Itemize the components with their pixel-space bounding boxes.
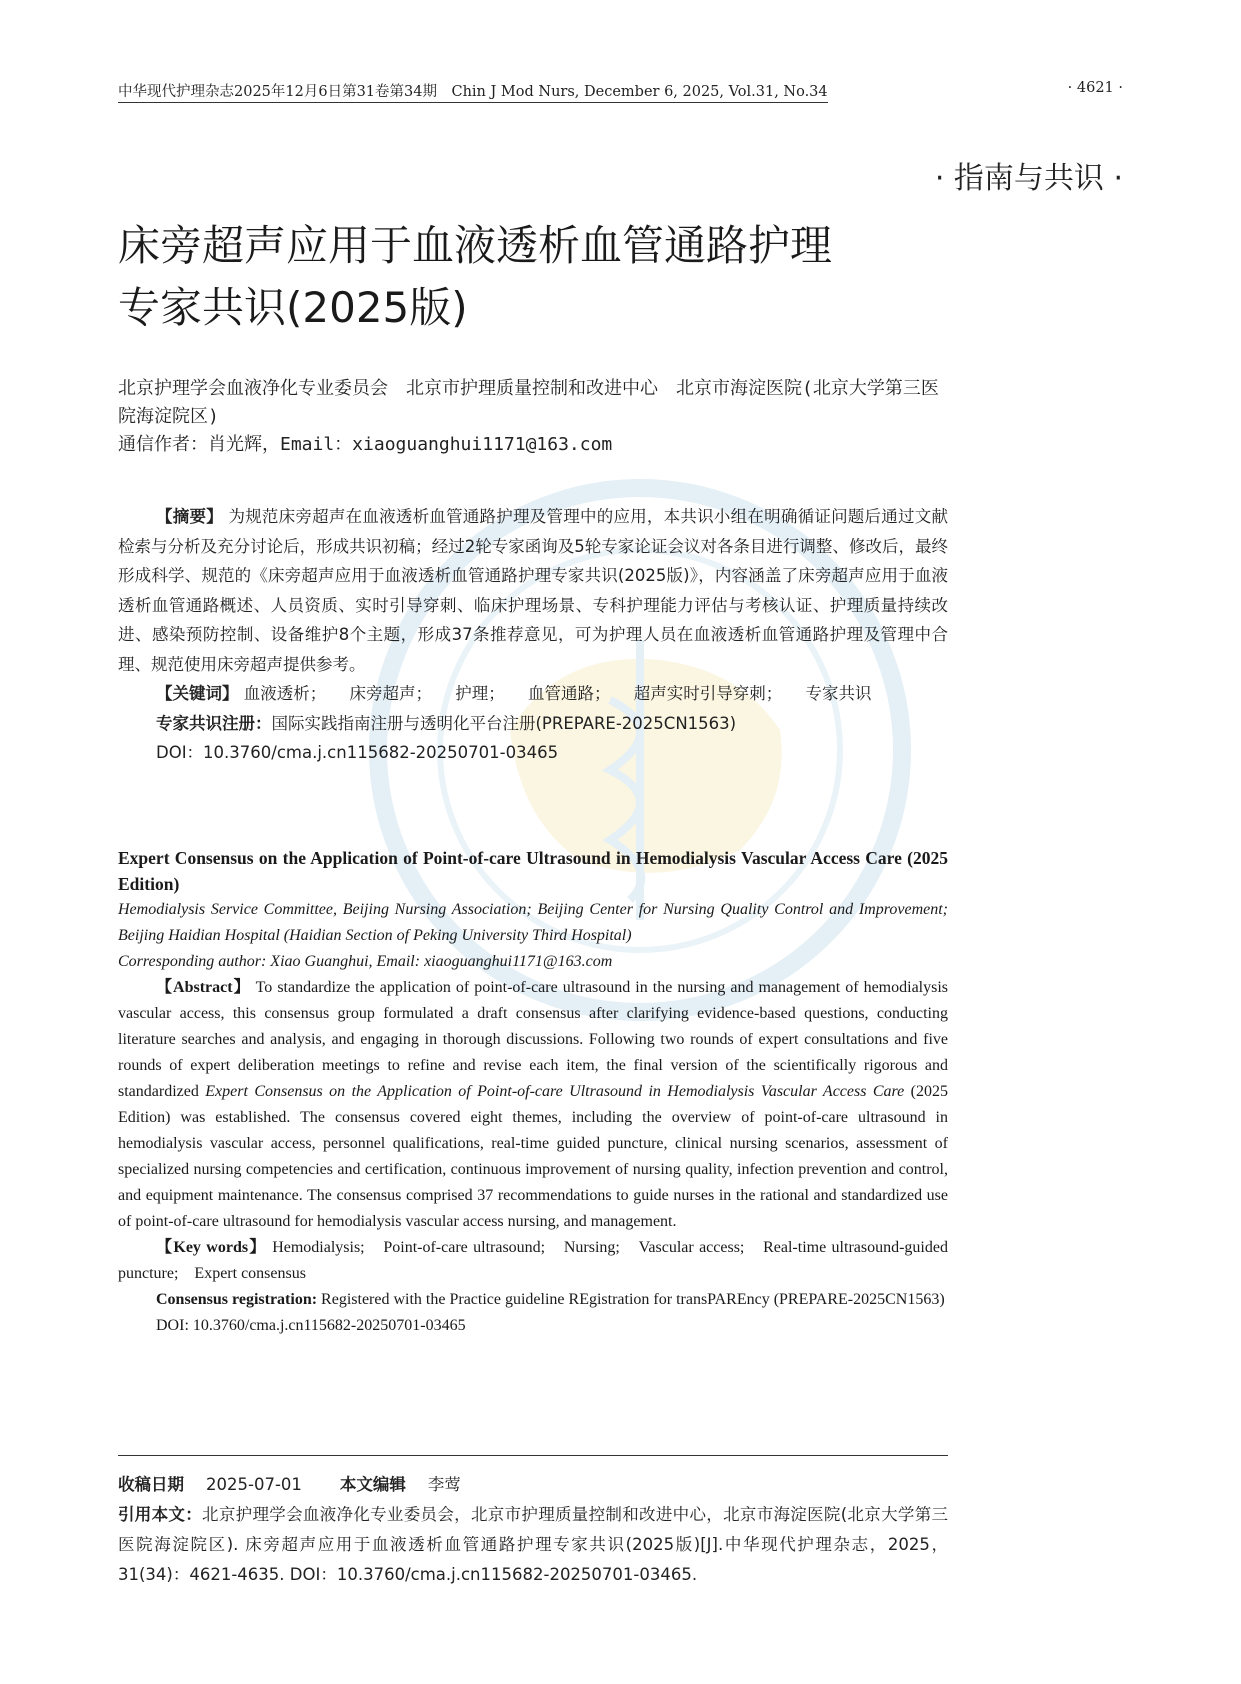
- author-block: [118, 375, 948, 459]
- english-abstract: [118, 845, 948, 1339]
- registration-label: 专家共识注册：: [156, 713, 272, 733]
- english-abstract-italic: Expert Consensus on the Application of Point-of-care Ultrasound in Hemodialysis Vascular Access Care: [205, 1083, 905, 1100]
- received-label: 收稿日期: [118, 1475, 184, 1494]
- keyword: 超声实时引导穿刺；: [633, 684, 783, 703]
- english-registration-text: Registered with the Practice guideline REgistration for transPAREncy (PREPARE-2025CN1563): [321, 1291, 945, 1308]
- doi-cn[interactable]: DOI：10.3760/cma.j.cn115682-20250701-03465: [156, 743, 559, 762]
- keywords-line: [118, 679, 948, 709]
- running-header: [118, 80, 1123, 102]
- english-abstract-text-2: (2025 Edition) was established. The consensus covered eight themes, including the overview of point-of-care ultrasound in hemodialysis vascular access, personnel qualifications, real-time guided puncture, clinical nursing scenarios, assessment of specialized nursing competencies and certification, continuous improvement of nursing quality, infection prevention and control, and equipment maintenance. The consensus comprised 37 recommendations to guide nurses in the rational and standardized use of point-of-care ultrasound for hemodialysis vascular access nursing, and management.: [118, 1083, 949, 1230]
- corresponding-author: 通信作者：肖光辉，Email：xiaoguanghui1171@163.com: [118, 434, 613, 455]
- title-line-1: 床旁超声应用于血液透析血管通路护理: [118, 221, 833, 270]
- title-line-2: 专家共识(2025版): [118, 283, 468, 332]
- registration-line: [118, 709, 948, 739]
- editor-label: 本文编辑: [339, 1475, 406, 1494]
- author-organizations: 北京护理学会血液净化专业委员会 北京市护理质量控制和改进中心 北京市海淀医院(北京大学第三医院海淀院区): [118, 378, 939, 427]
- citation-label: 引用本文：: [118, 1505, 203, 1524]
- keyword: 血管通路；: [528, 684, 611, 703]
- doi-en[interactable]: DOI: 10.3760/cma.j.cn115682-20250701-03465: [156, 1317, 466, 1334]
- english-abstract-text-1: To standardize the application of point-of-care ultrasound in the nursing and management of hemodialysis vascular access, this consensus group formulated a draft consensus after clarifying evidence-based questions, conducting literature searches and analysis, and engaging in thorough discussions. Following two rounds of expert consultations and five rounds of expert deliberation meetings to refine and revise each item, the final version of the scientifically rigorous and standardized: [118, 979, 949, 1100]
- chinese-abstract: [118, 502, 948, 768]
- english-corresponding: Corresponding author: Xiao Guanghui, Email: xiaoguanghui1171@163.com: [118, 953, 613, 970]
- keyword: 护理；: [455, 684, 505, 703]
- english-keywords-label: 【Key words】: [156, 1239, 267, 1256]
- abstract-text: 为规范床旁超声在血液透析血管通路护理及管理中的应用，本共识小组在明确循证问题后通过文献检索与分析及充分讨论后，形成共识初稿；经过2轮专家函询及5轮专家论证会议对各条目进行调整、修改后，最终形成科学、规范的《床旁超声应用于血液透析血管通路护理专家共识(2025版)》，内容涵盖了床旁超声应用于血液透析血管通路概述、人员资质、实时引导穿刺、临床护理场景、专科护理能力评估与考核认证、护理质量持续改进、感染预防控制、设备维护8个主题，形成37条推荐意见，可为护理人员在血液透析血管通路护理及管理中合理、规范使用床旁超声提供参考。: [118, 507, 949, 674]
- keyword: 专家共识: [805, 684, 872, 703]
- footer-divider: [118, 1455, 948, 1456]
- english-registration-label: Consensus registration:: [156, 1291, 318, 1308]
- keyword: 血液透析；: [243, 684, 327, 703]
- english-abstract-label: 【Abstract】: [156, 979, 251, 996]
- citation-text: 北京护理学会血液净化专业委员会，北京市护理质量控制和改进中心，北京市海淀医院(北京大学第三医院海淀院区). 床旁超声应用于血液透析血管通路护理专家共识(2025版)[J].中华现代护理杂志，2025，31(34)：4621-4635. DOI：10.3760/cma.j.cn115682-20250701-03465.: [118, 1505, 949, 1584]
- registration-text: 国际实践指南注册与透明化平台注册(PREPARE-2025CN1563): [271, 713, 737, 733]
- footer-notes: [118, 1470, 948, 1590]
- section-label: · 指南与共识 ·: [934, 161, 1123, 196]
- keywords-label: 【关键词】: [156, 684, 239, 703]
- article-title: [118, 215, 1118, 339]
- journal-citation-line: 中华现代护理杂志2025年12月6日第31卷第34期 Chin J Mod Nurs, December 6, 2025, Vol.31, No.34: [118, 80, 828, 103]
- editor-name: 李莺: [427, 1475, 461, 1494]
- english-affiliations: Hemodialysis Service Committee, Beijing Nursing Association; Beijing Center for Nursing Quality Control and Improvement; Beijing Haidian Hospital (Haidian Section of Peking University Third Hospital): [118, 901, 948, 944]
- keyword: 床旁超声；: [349, 684, 432, 703]
- english-title: Expert Consensus on the Application of Point-of-care Ultrasound in Hemodialysis Vascular Access Care (2025 Edition): [118, 848, 948, 894]
- abstract-label: 【摘要】: [156, 507, 223, 526]
- page-number: · 4621 ·: [1067, 80, 1123, 96]
- received-date: 2025-07-01: [206, 1475, 302, 1494]
- english-keywords: Hemodialysis; Point-of-care ultrasound; Nursing; Vascular access; Real-time ultrasound-guided puncture; Expert consensus: [118, 1239, 948, 1282]
